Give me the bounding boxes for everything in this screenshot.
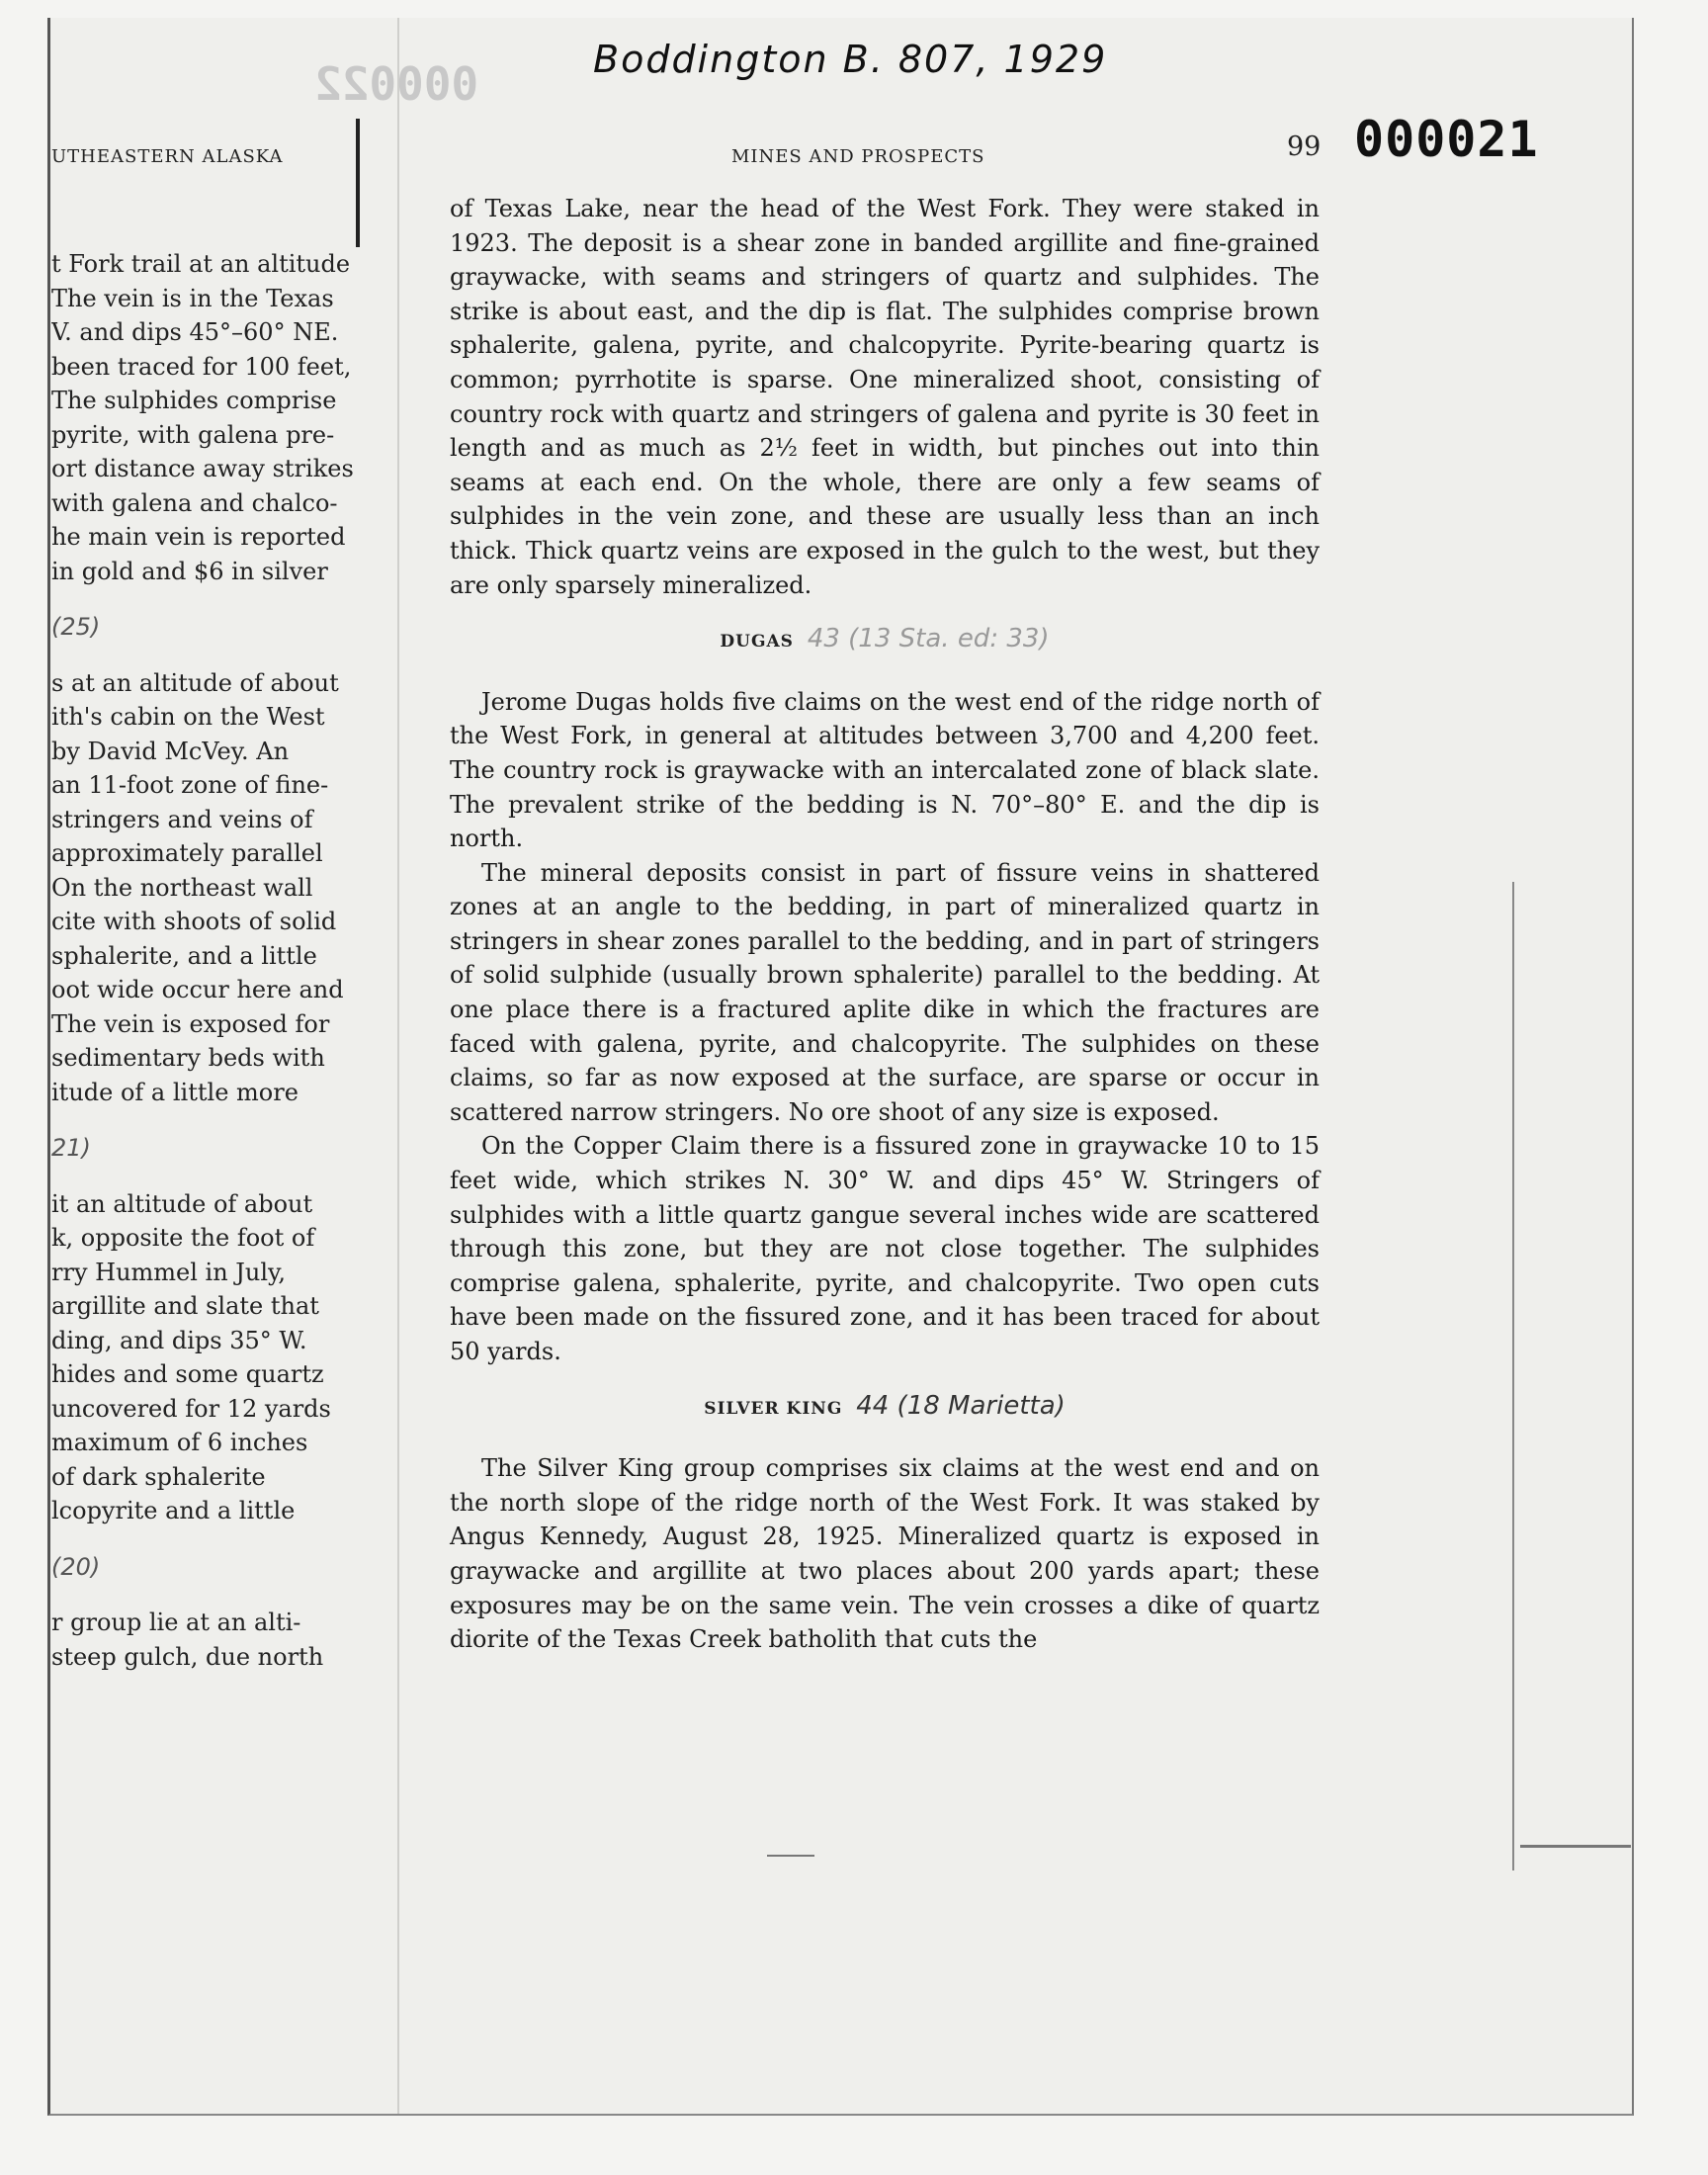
scan-speck — [767, 1855, 814, 1857]
stamp-number: 000021 — [1354, 111, 1539, 168]
faint-stamp-number: 000022 — [314, 57, 479, 111]
page-number: 99 — [1287, 131, 1322, 162]
left-page-fragments — [51, 247, 374, 1674]
left-text-fragment: s at an altitude of about — [51, 668, 339, 697]
left-text-fragment: approximately parallel — [51, 839, 323, 867]
left-text-fragment: V. and dips 45°–60° NE. — [51, 318, 339, 346]
dugas-heading: DUGAS — [720, 632, 794, 652]
main-text-column — [450, 192, 1320, 1657]
left-text-fragment: steep gulch, due north — [51, 1642, 324, 1671]
left-text-fragment: r group lie at an alti- — [51, 1609, 301, 1636]
left-text-fragment: itude of a little more — [51, 1078, 299, 1106]
left-text-fragment: t Fork trail at an altitude — [51, 250, 351, 278]
left-text-fragment: with galena and chalco- — [51, 488, 338, 517]
left-text-fragment: sphalerite, and a little — [51, 941, 317, 970]
left-text-fragment: ith's cabin on the West — [51, 703, 325, 731]
sheet-edge-mark — [1512, 882, 1631, 1870]
left-text-fragment: been traced for 100 feet, — [51, 352, 352, 381]
dugas-paragraph-1: Jerome Dugas holds five claims on the west end of the ridge north of the West Fork, in general at altitudes between 3,700 and 4,200 feet. The country rock is graywacke with an intercalated zone of black slate. The prevalent strike of the bedding is N. 70°–80° E. and the dip is north. — [450, 687, 1320, 853]
margin-bar — [356, 119, 360, 247]
section-heading-dugas — [450, 622, 1320, 659]
left-text-fragment: oot wide occur here and — [51, 976, 344, 1003]
left-text-fragment: it an altitude of about — [51, 1189, 313, 1218]
silver-king-handwritten-annotation: 44 (18 Marietta) — [856, 1390, 1066, 1421]
left-text-fragment: an 11-foot zone of fine- — [51, 771, 329, 799]
dugas-paragraph-2: The mineral deposits consist in part of fissure veins in shattered zones at an angle to the bedding, in part of mineralized quartz in stringers in shear zones parallel to the bedding, and in part of stringers of solid sulphide (usually brown sphalerite) parallel to the bedding. At one place there is a fractured aplite dike in which the fractures are faced with galena, pyrite, and chalcopyrite. The sulphides on these claims, so far as now exposed at the surface, are sparse or occur in scattered narrow stringers. No ore shoot of any size is exposed. — [450, 858, 1320, 1126]
fragment-gap — [51, 1166, 374, 1187]
handwritten-title: Boddington B. 807, 1929 — [593, 38, 1108, 81]
fragment-gap — [51, 1584, 374, 1606]
left-text-fragment: The vein is exposed for — [51, 1009, 330, 1038]
dugas-paragraph-3: On the Copper Claim there is a fissured zone in graywacke 10 to 15 feet wide, which strikes N. 30° W. and dips 45° W. Stringers of sulphides with a little quartz gangue several inches wide are scattered through this zone, but they are not close together. The sulphides comprise galena, sphalerite, pyrite, and chalcopyrite. Two open cuts have been made on the fissured zone, and it has been traced for about 50 yards. — [450, 1132, 1320, 1365]
left-text-fragment: of dark sphalerite — [51, 1462, 266, 1491]
fragment-gap — [51, 645, 374, 666]
intro-paragraph: of Texas Lake, near the head of the West Fork. They were staked in 1923. The deposit is a shear zone in banded argillite and fine-grained graywacke, with seams and stringers of quartz and sulphides. The strike is about east, and the dip is flat. The sulphides comprise brown sphalerite, galena, pyrite, and chalcopyrite. Pyrite-bearing quartz is common; pyrrhotite is sparse. One mineralized shoot, consisting of country rock with quartz and stringers of galena and pyrite is 30 feet in length and as much as 2½ feet in width, but pinches out into thin seams at each end. On the whole, there are only a few seams of sulphides in the vein zone, and these are usually less than an inch thick. Thick quartz veins are exposed in the gulch to the west, but they are only sparsely mineralized. — [450, 195, 1320, 599]
section-heading-silver-king — [450, 1389, 1320, 1427]
fragment-gap — [51, 1109, 374, 1131]
left-handwritten-note: (25) — [51, 613, 101, 641]
left-text-fragment: hides and some quartz — [51, 1360, 324, 1388]
left-text-fragment: k, opposite the foot of — [51, 1224, 315, 1252]
left-text-fragment: sedimentary beds with — [51, 1044, 325, 1072]
left-running-head: UTHEASTERN ALASKA — [51, 146, 284, 167]
left-text-fragment: by David McVey. An — [51, 737, 290, 765]
left-text-fragment: lcopyrite and a little — [51, 1497, 296, 1524]
left-text-fragment: ding, and dips 35° W. — [51, 1326, 307, 1354]
left-handwritten-note: (20) — [51, 1552, 101, 1581]
running-head: MINES AND PROSPECTS — [731, 146, 985, 167]
left-text-fragment: argillite and slate that — [51, 1292, 319, 1320]
scan-edge-line — [1520, 1845, 1631, 1848]
left-text-fragment: in gold and $6 in silver — [51, 557, 328, 585]
fragment-gap — [51, 588, 374, 610]
left-text-fragment: On the northeast wall — [51, 873, 313, 902]
left-handwritten-note: 21) — [51, 1134, 91, 1162]
left-text-fragment: cite with shoots of solid — [51, 908, 337, 935]
silver-king-paragraph-1: The Silver King group comprises six claims at the west end and on the north slope of the ridge north of the West Fork. It was staked by Angus Kennedy, August 28, 1925. Mineralized quartz is exposed in graywacke and argillite at two places about 200 yards apart; these exposures may be on the same vein. The vein crosses a dike of quartz diorite of the Texas Creek batholith that cuts the — [450, 1454, 1320, 1654]
dugas-handwritten-annotation: 43 (13 Sta. ed: 33) — [807, 624, 1050, 654]
left-text-fragment: stringers and veins of — [51, 805, 313, 833]
fragment-gap — [51, 1528, 374, 1550]
column-divider — [397, 18, 399, 2114]
left-text-fragment: The sulphides comprise — [51, 387, 337, 414]
left-text-fragment: ort distance away strikes — [51, 455, 354, 482]
left-text-fragment: The vein is in the Texas — [51, 284, 334, 312]
left-text-fragment: pyrite, with galena pre- — [51, 420, 335, 449]
left-text-fragment: uncovered for 12 yards — [51, 1394, 331, 1423]
left-text-fragment: rry Hummel in July, — [51, 1258, 287, 1286]
left-text-fragment: maximum of 6 inches — [51, 1429, 308, 1456]
silver-king-heading: SILVER KING — [704, 1398, 843, 1419]
left-text-fragment: he main vein is reported — [51, 523, 346, 551]
